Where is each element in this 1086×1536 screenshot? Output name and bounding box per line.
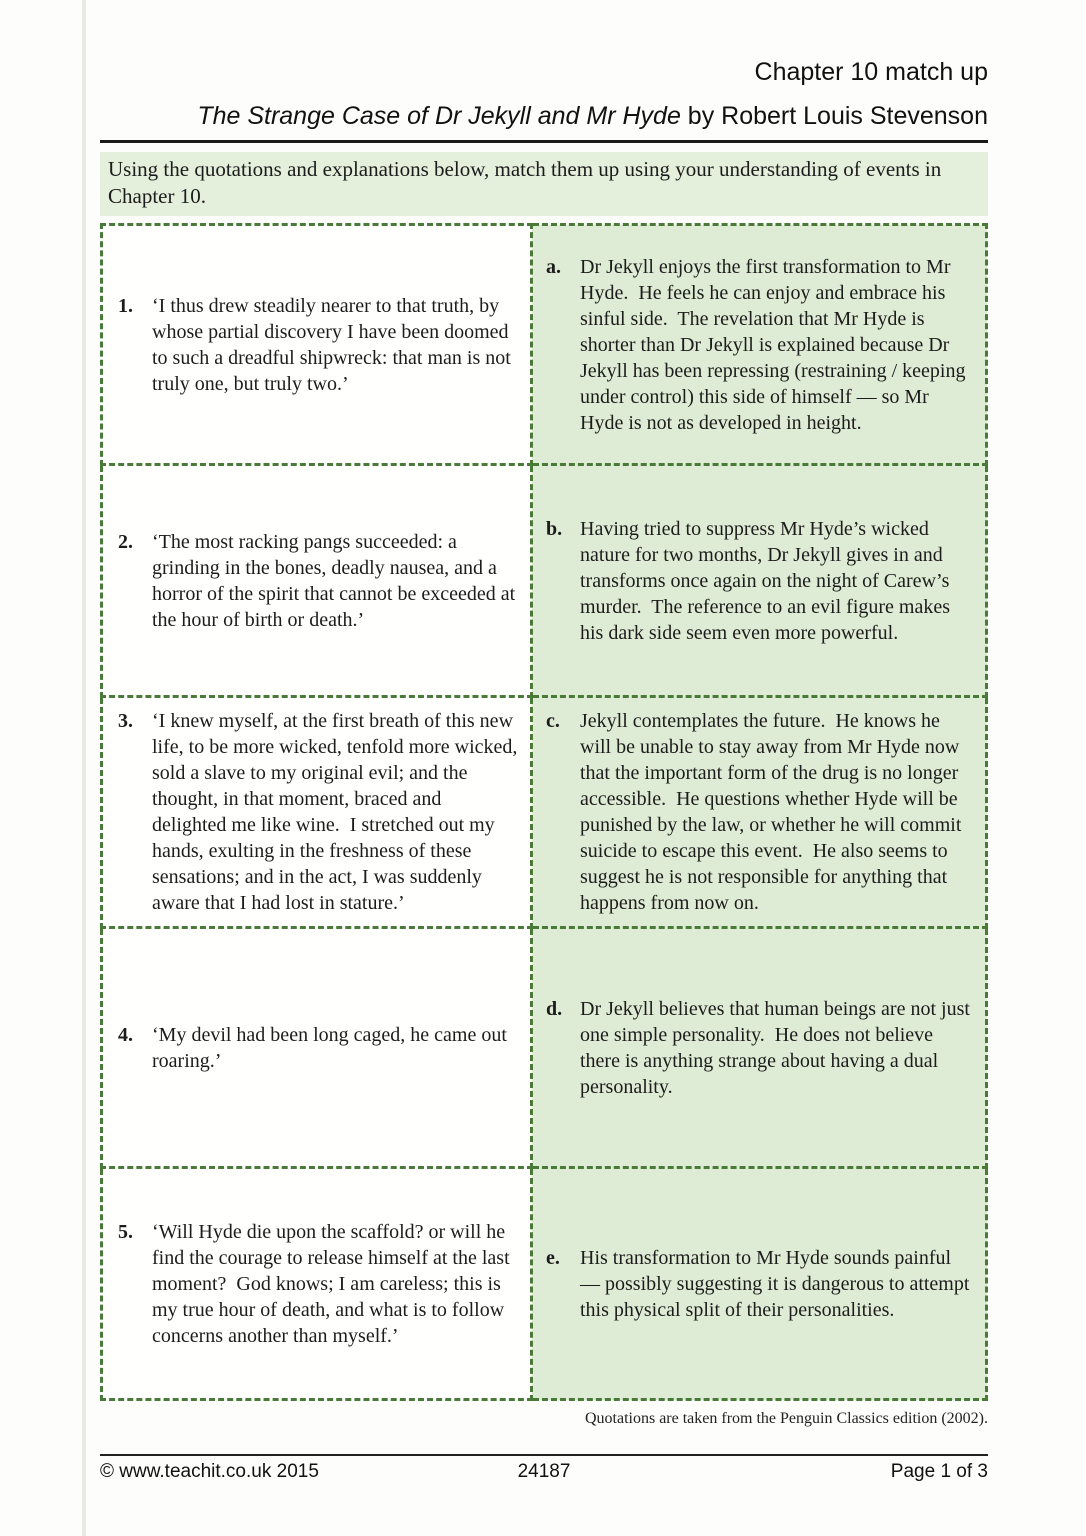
quote-number: 4.	[118, 1023, 133, 1046]
quote-text: ‘My devil had been long caged, he came out roaring.’	[152, 1023, 512, 1072]
explanation-letter: b.	[546, 517, 563, 540]
book-author: by Robert Louis Stevenson	[680, 102, 988, 130]
explanation-letter: d.	[546, 997, 563, 1020]
quote-text: ‘The most racking pangs succeeded: a grinding in the bones, deadly nausea, and a horror of the spirit that cannot be exceeded at the hour of birth or death.’	[152, 530, 521, 631]
footer-page-info: Page 1 of 3	[890, 1461, 988, 1482]
explanation-letter: a.	[546, 255, 561, 278]
explanation-text: His transformation to Mr Hyde sounds painful — possibly suggesting it is dangerous to attempt this physical split of their personalities.	[580, 1246, 975, 1321]
explanation-text: Having tried to suppress Mr Hyde’s wicked nature for two months, Dr Jekyll gives in and transforms once again on the night of Carew’s murder. The reference to an evil figure makes his dark side seem even more powerful.	[580, 517, 956, 644]
source-footnote: Quotations are taken from the Penguin Classics edition (2002).	[584, 1410, 988, 1427]
quote-cell-4	[102, 928, 532, 1168]
match-up-table	[100, 223, 988, 1401]
explanation-text: Dr Jekyll believes that human beings are not just one simple personality. He does not believe there is anything strange about having a dual personality.	[580, 997, 975, 1098]
quote-number: 2.	[118, 530, 133, 553]
explanation-cell-d	[532, 928, 987, 1168]
footer-copyright: © www.teachit.co.uk 2015	[100, 1461, 319, 1482]
table-row	[102, 697, 987, 928]
explanation-text: Dr Jekyll enjoys the first transformation to Mr Hyde. He feels he can enjoy and embrace his sinful side. The revelation that Mr Hyde is shorter than Dr Jekyll is explained because Dr Jekyll has been repressing (restraining / keeping under control) this side of himself — so Mr Hyde is not as developed in height.	[580, 255, 971, 434]
table-row	[102, 225, 987, 465]
explanation-letter: c.	[546, 710, 560, 732]
book-title: The Strange Case of Dr Jekyll and Mr Hyde	[197, 102, 681, 130]
quote-number: 3.	[118, 710, 133, 732]
quote-number: 5.	[118, 1220, 133, 1243]
page-heading: Chapter 10 match up	[754, 58, 988, 86]
quote-cell-3	[102, 697, 532, 928]
footer-document-id: 24187	[517, 1461, 571, 1482]
quote-cell-1	[102, 225, 532, 465]
scanned-page-edge-line	[82, 0, 86, 1536]
footer-divider	[100, 1454, 988, 1456]
explanation-cell-a	[532, 225, 987, 465]
explanation-letter: e.	[546, 1246, 560, 1269]
explanation-cell-c	[532, 697, 987, 928]
explanation-text: Jekyll contemplates the future. He knows he will be unable to stay away from Mr Hyde now that the important form of the drug is no longer accessible. He questions whether Hyde will be punished by the law, or whether he will commit suicide to escape this event. He also seems to suggest he is not responsible for anything that happens from now on.	[580, 710, 967, 914]
table-row	[102, 928, 987, 1168]
table-row	[102, 465, 987, 697]
quote-text: ‘Will Hyde die upon the scaffold? or will he find the courage to release himself at the last moment? God knows; I am careless; this is my true hour of death, and what is to follow concerns another than myself.’	[152, 1220, 515, 1347]
explanation-cell-b	[532, 465, 987, 697]
quote-cell-2	[102, 465, 532, 697]
page-footer	[100, 1461, 988, 1483]
explanation-cell-e	[532, 1168, 987, 1400]
quote-text: ‘I knew myself, at the first breath of this new life, to be more wicked, tenfold more wicked, sold a slave to my original evil; and the thought, in that moment, braced and delighted me like wine. I stretched out my hands, exulting in the freshness of these sensations; and in the act, I was suddenly aware that I had lost in stature.’	[152, 710, 523, 914]
quote-text: ‘I thus drew steadily nearer to that truth, by whose partial discovery I have been doomed to such a dreadful shipwreck: that man is not truly one, but truly two.’	[152, 294, 516, 395]
quote-cell-5	[102, 1168, 532, 1400]
worksheet-page	[100, 0, 988, 1483]
document-title	[100, 102, 988, 143]
instructions-text: Using the quotations and explanations below, match them up using your understanding of events in Chapter 10.	[100, 152, 988, 216]
table-row	[102, 1168, 987, 1400]
quote-number: 1.	[118, 294, 133, 317]
